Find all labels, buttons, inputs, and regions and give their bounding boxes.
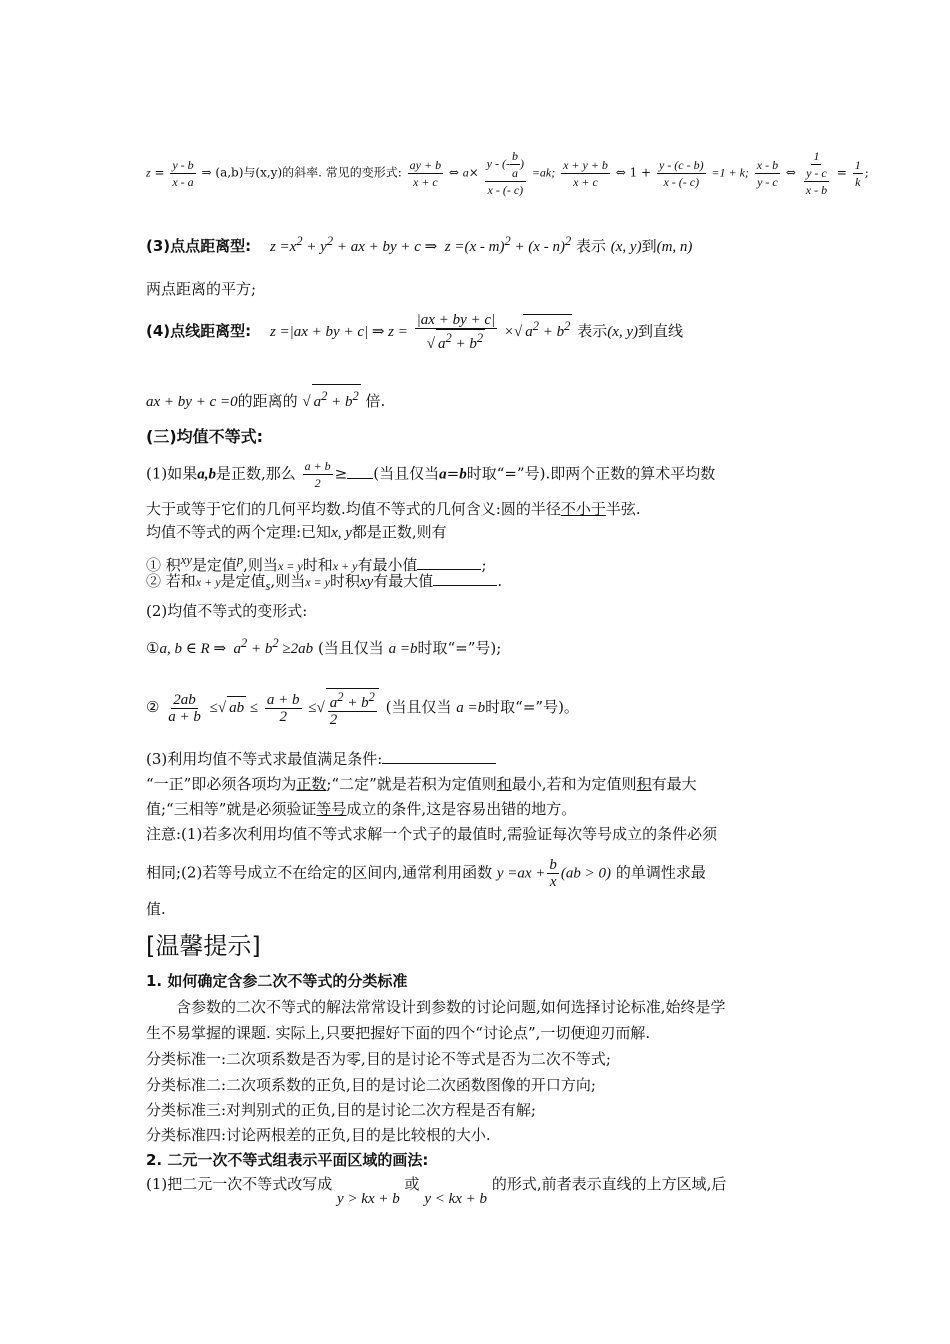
t2-e: 有最大值 <box>373 572 434 590</box>
line-distance-tail: ax + by + c =0的距离的 √ $a^2 + b^2$ 倍. <box>146 384 810 414</box>
variant-label: 常见的变形式: <box>325 165 402 180</box>
p2-a: 均值不等式的两个定理:已知 <box>146 523 332 541</box>
mean-ineq-p1-line2 <box>146 498 810 521</box>
t2-b: 是定值 <box>220 572 266 590</box>
represents-label: 表示 <box>575 237 606 255</box>
standard-2: 分类标准二:二次项系数的正负,目的是讨论二次函数图像的开口方向; <box>146 1076 596 1094</box>
variants-title: (2)均值不等式的变形式: <box>146 602 308 620</box>
t1-a: ① 积 <box>146 556 181 574</box>
to-label: 到 <box>641 237 657 255</box>
t2-c: ,则当 <box>270 572 306 590</box>
standard-3: 分类标准三:对判别式的正负,目的是讨论二次方程是否有解; <box>146 1101 536 1119</box>
v2-pre: ② <box>146 698 160 716</box>
represents-label-2: 表示 <box>577 322 608 340</box>
to-line-label: 到直线 <box>638 322 684 340</box>
note-line-3: 值. <box>146 900 166 918</box>
p2-a-text: (1)把二元一次不等式改写成 <box>146 1175 333 1193</box>
times-text: 倍. <box>365 392 386 410</box>
tips-heading-2: 2. 二元一次不等式组表示平面区域的画法: <box>146 1151 429 1169</box>
theorem-2: ② 若和x + y是定值$_s$,则当x = y时积xy有最大值 . <box>146 572 503 593</box>
c-l2-u: 等号 <box>316 800 347 818</box>
conditions-title <box>146 748 810 771</box>
c-l1-u3: 积 <box>636 775 652 793</box>
standard-1: 分类标准一:二次项系数是否为零,目的是讨论不等式是否为二次不等式; <box>146 1050 611 1068</box>
p1-line2-u: 不小于 <box>560 500 606 518</box>
c-l1-d: 有最大 <box>651 775 697 793</box>
p1-b: 是正数,那么 <box>216 464 296 483</box>
line-distance-line: (4)点线距离型: z =|ax + by + c| ⇒ z = $\frac{|ax + by + c|}{√ a^2 + b^2}$ ×√ $a^2 + b^2$ 表示(x, y)到直线 <box>146 312 684 352</box>
p1-line2-b: 半弦. <box>605 500 641 518</box>
note-line-1: 注意:(1)若多次利用均值不等式求解一个式子的最值时,需验证每次等号成立的条件必须 <box>146 825 718 843</box>
section-mean-inequality-title: (三)均值不等式: <box>146 427 264 446</box>
tips-p1-line2: 生不易掌握的课题. 实际上,只要把握好下面的四个“讨论点”,一切便迎刃而解. <box>146 1024 651 1042</box>
c-l2-b: 成立的条件,这是容易出错的地方。 <box>346 800 577 818</box>
theorem-1: ① 积$^{xy}$是定值$^p$,则当x = y时和x + y有最小值 ; <box>146 553 487 574</box>
conditions-line-1 <box>146 773 810 796</box>
variant-1: ①a, b ∈ R ⇒ $a^2 + b^2 \ge 2ab$ (当且仅当 a =b时取“=”号); <box>146 636 502 657</box>
t2-d: 时积 <box>329 572 360 590</box>
point-distance-title: (3)点点距离型: <box>146 237 252 255</box>
t1-d: 时和 <box>302 556 333 574</box>
t1-c: ,则当 <box>243 556 278 574</box>
n-l2-a: 相同;(2)若等号成立不在给定的区间内,通常利用函数 <box>146 863 493 882</box>
c-l1-c: 最小,若和为定值则 <box>511 775 637 793</box>
distance-of-text: 的距离的 <box>237 392 298 410</box>
v2-cond: (当且仅当 <box>385 698 452 716</box>
c-title: (3)利用均值不等式求最值满足条件: <box>146 750 383 768</box>
note-line-2: 相同;(2)若等号成立不在给定的区间内,通常利用函数 y =ax + $\frac{b}{x}$ (ab > 0) 的单调性求最 <box>146 857 706 890</box>
point-distance-line: (3)点点距离型: $z =x^2 + y^2$ + ax + by + c ⇒ z =(x - m)$^2$ + (x - n)$^2$ 表示 (x, y)到(m, n) <box>146 234 693 255</box>
slope-formula-line: z = $\frac{y - b}{x - a}$ ⇒ (a,b)与(x,y)的斜率. 常见的变形式: $\frac{ay + b}{x + c}$ ⇔ a× y - (- $\frac{b}{a}$ ) x - (- c) =ak; $\frac{x + y + b}{x + c}$ ⇔ 1 + $\frac{y - (c - b)}{x - (- c)}$ =1 + k; $\frac{x - b}{y - c}$ ⇔ $\frac{1}{\frac{y - c}{x - b}}$ = $\frac{1}{k}$ ; <box>146 149 869 197</box>
p1-c: (当且仅当 <box>373 464 440 483</box>
t2-a: ② 若和 <box>146 572 196 590</box>
c-l1-u2: 和 <box>496 775 512 793</box>
p1-d: 时取“=”号).即两个正数的算术平均数 <box>466 464 716 483</box>
p2-b: 都是正数,则有 <box>351 523 447 541</box>
c-l2-a: 值;“三相等”就是必须验证 <box>146 800 317 818</box>
tips-p2-line1: (1)把二元一次不等式改写成 y > kx + b 或 y < kx + b 的形式,前者表示直线的上方区域,后 <box>146 1175 727 1207</box>
v2-tail: 时取“=”号)。 <box>485 698 579 716</box>
v1-pre: ① <box>146 639 160 657</box>
c-l1-u1: 正数 <box>296 775 327 793</box>
p1-a: (1)如果 <box>146 464 198 483</box>
tips-p1-line1: 含参数的二次不等式的解法常常设计到参数的讨论问题,如何选择讨论标准,始终是学 <box>176 998 726 1016</box>
c-l1-a: “一正”即必须各项均为 <box>146 775 297 793</box>
v1-tail: 时取“=”号); <box>417 639 502 657</box>
p2-or: 或 <box>404 1175 420 1193</box>
p2-b-text: 的形式,前者表示直线的上方区域,后 <box>491 1175 727 1193</box>
line-distance-title: (4)点线距离型: <box>146 322 252 340</box>
slope-text: ⇒ (a,b)与(x,y)的斜率. <box>201 165 322 180</box>
mean-ineq-p1: (1)如果a,b是正数,那么 $\frac{a + b}{2}$ ≥ (当且仅当a=b时取“=”号).即两个正数的算术平均数 <box>146 459 716 490</box>
t1-b: 是定值 <box>191 556 237 574</box>
standard-4: 分类标准四:讨论两根差的正负,目的是比较根的大小. <box>146 1126 491 1144</box>
variant-2: ② $\frac{2ab}{a + b}$ ≤√ ab ≤ $\frac{a + b}{2}$ ≤√ $\frac{a^2 + b^2}{2}$ (当且仅当 a =b时取“=”号)。 <box>146 690 579 728</box>
c-l1-b: ;“二定”就是若积为定值则 <box>326 775 497 793</box>
n-l2-b: 的单调性求最 <box>615 863 706 882</box>
mean-ineq-theorems-intro: 均值不等式的两个定理:已知x, y都是正数,则有 <box>146 523 447 541</box>
conditions-line-2 <box>146 798 810 821</box>
t1-e: 有最小值 <box>357 556 418 574</box>
point-distance-tail: 两点距离的平方; <box>146 280 257 298</box>
tips-title: [温馨提示] <box>146 932 261 960</box>
v1-cond: (当且仅当 <box>317 639 384 657</box>
tips-heading-1: 1. 如何确定含参二次不等式的分类标准 <box>146 972 408 990</box>
p1-line2-a: 大于或等于它们的几何平均数.均值不等式的几何含义:圆的半径 <box>146 500 561 518</box>
